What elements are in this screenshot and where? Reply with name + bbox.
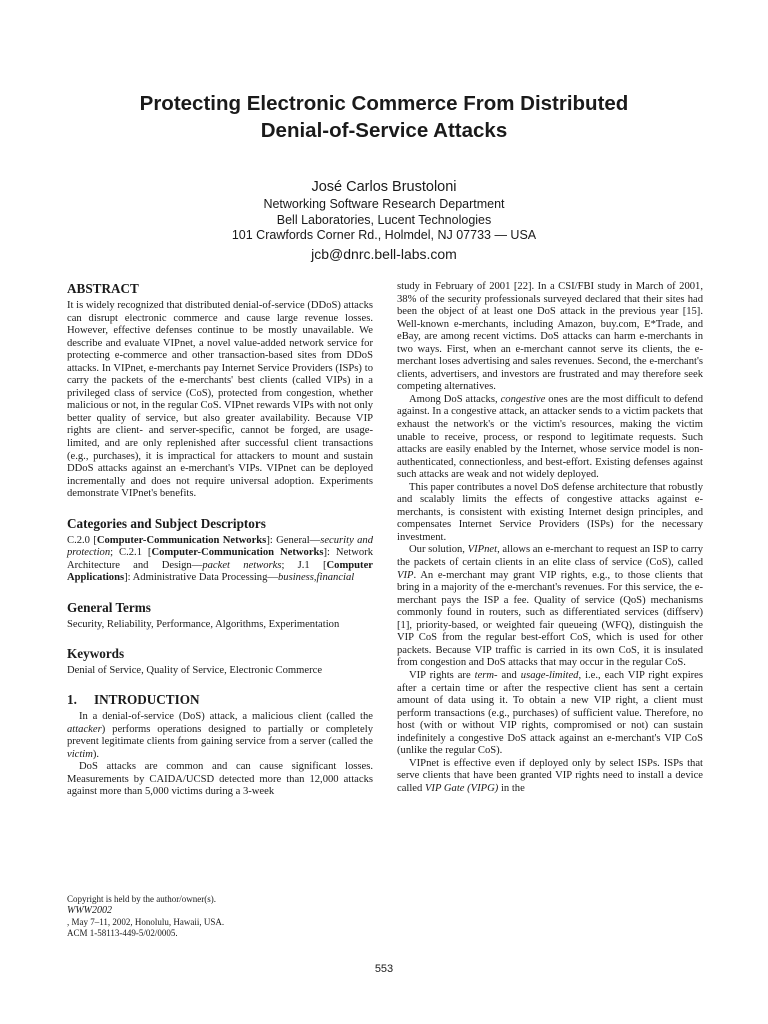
copyright-footnote [67, 894, 373, 940]
intro-paragraph-1: In a denial-of-service (DoS) attack, a malicious client (called the attacker) performs operations designed to partially or completely prevent legitimate clients from gaining service from a server (called the victim). [67, 711, 373, 760]
introduction-heading [67, 692, 373, 708]
abstract-text: It is widely recognized that distributed denial-of-service (DDoS) attacks can disrupt electronic commerce and cause large revenue losses. However, effective defenses continue to be mostly unavailable. We describe and evaluate VIPnet, a novel value-added network service for protecting e-commerce and other transaction-based sites from DDoS attacks. In VIPnet, e-merchants pay Internet Service Providers (ISPs) to carry the packets of the e-merchants' best clients (called VIPs) in a privileged class of service (CoS), protected from congestion, whether malicious or not, in the regular CoS. VIPnet rewards VIPs with not only better quality of service, but also greater availability. Because VIP rights are client- and server-specific, cannot be forged, are usage-limited, and are only replenished after successful client transactions (e.g., purchases), it is impractical for attackers to mount and sustain DDoS attacks against an e-merchant's VIPs. VIPnet can be deployed incrementally and does not require universal adoption. Experiments demonstrate VIPnet's benefits. [67, 300, 373, 500]
categories-heading: Categories and Subject Descriptors [67, 515, 266, 531]
author-name: José Carlos Brustoloni [311, 179, 457, 195]
author-block [60, 178, 708, 264]
body-paragraph-2: Among DoS attacks, congestive ones are the most difficult to defend against. In a congestive attack, an attacker sends to a victim packets that exhaust the network's or the victim's resources, making the victim unable to receive, process, or respond to legitimate requests. Such attacks are easily enabled by the Internet, whose service model is non-authenticated, connectionless, and best-effort. Existing defenses against such attacks are weak and not widely deployed. [397, 393, 703, 481]
keywords-heading: Keywords [67, 646, 125, 662]
title-line-1: Protecting Electronic Commerce From Distributed [139, 92, 629, 115]
body-paragraph-5: VIP rights are term- and usage-limited, i.e., each VIP right expires after a certain time or after the respective client has sent a certain amount of data using it. To obtain a new VIP right, a client must perform transactions (e.g., purchases) of sufficient value. Therefore, no host (with or without VIP rights, compromised or not) can sustain indefinitely a congestive DoS attack against an e-merchant's VIP CoS (unlike the regular CoS). [397, 669, 703, 757]
intro-paragraph-2: DoS attacks are common and can cause significant losses. Measurements by CAIDA/UCSD detected more than 12,000 attacks against more than 5,000 victims during a 3-week [67, 761, 373, 798]
left-column [67, 281, 373, 799]
conference-line: WWW2002 , May 7–11, 2002, Honolulu, Hawaii, USA. [67, 905, 225, 927]
body-paragraph-6: VIPnet is effective even if deployed only by select ISPs. ISPs that serve clients that have been granted VIP rights need to install a device called VIP Gate (VIPG) in the [397, 757, 703, 794]
affiliation-address: 101 Crawfords Corner Rd., Holmdel, NJ 07733 — USA [231, 228, 537, 242]
right-column [397, 281, 703, 795]
title-line-2: Denial-of-Service Attacks [260, 119, 508, 142]
abstract-heading: ABSTRACT [67, 281, 139, 296]
body-paragraph-1: study in February of 2001 [22]. In a CSI/FBI study in March of 2001, 38% of the security professionals surveyed declared that their sites had been the object of at least one DoS attack in the previous year [15]. Well-known e-merchants, including Amazon, buy.com, E*Trade, and eBay, are among recent victims. DoS attacks can harm e-merchants in two ways. First, when an e-merchant cannot serve its clients, the e-merchant loses advertising and sales revenues. Second, the e-merchant's clients, advertisers, and investors are frustrated and may therefore seek competing alternatives. [397, 281, 703, 393]
general-terms-text: Security, Reliability, Performance, Algorithms, Experimentation [67, 618, 340, 630]
categories-text: C.2.0 [Computer-Communication Networks]: General—security and protection; C.2.1 [Computer-Communication Networks]: Network Architecture and Design—packet networks; J.1 [Computer Applications]: Administrative Data Processing—business,financial [67, 534, 373, 584]
affiliation-department: Networking Software Research Department [263, 197, 505, 211]
copyright-line: Copyright is held by the author/owner(s). [67, 894, 216, 904]
author-email: jcb@dnrc.bell-labs.com [311, 245, 457, 262]
acm-line: ACM 1-58113-449-5/02/0005. [67, 928, 178, 939]
keywords-text: Denial of Service, Quality of Service, Electronic Commerce [67, 665, 323, 677]
affiliation-organization: Bell Laboratories, Lucent Technologies [276, 212, 492, 227]
paper-title [60, 90, 708, 144]
section-number: 1. [67, 692, 77, 708]
page-number: 553 [374, 963, 394, 975]
body-paragraph-4: Our solution, VIPnet, allows an e-merchant to request an ISP to carry the packets of certain clients in an elite class of service (CoS), called VIP. An e-merchant may grant VIP rights, e.g., to those clients that bring in a majority of the e-merchant's revenues. For this service, the e-merchant pays the ISP a fee. Quality of service (QoS) mechanisms commonly found in routers, such as differentiated services (diffserv) [1], priority-based, or weighted fair queueing (WFQ), distinguish the VIP CoS from the regular best-effort CoS, which is used for other packets. Because VIP traffic is carried in its own CoS, it is insulated from congestion and DoS attacks that may occur in the regular CoS. [397, 544, 704, 669]
section-title: INTRODUCTION [94, 692, 200, 708]
general-terms-heading: General Terms [67, 599, 151, 615]
body-paragraph-3: This paper contributes a novel DoS defense architecture that robustly and scalably limits the effects of congestive attacks against e-merchants, is consistent with existing Internet design principles, and compensates Internet Service Providers (ISPs) for the necessary investment. [397, 481, 703, 543]
